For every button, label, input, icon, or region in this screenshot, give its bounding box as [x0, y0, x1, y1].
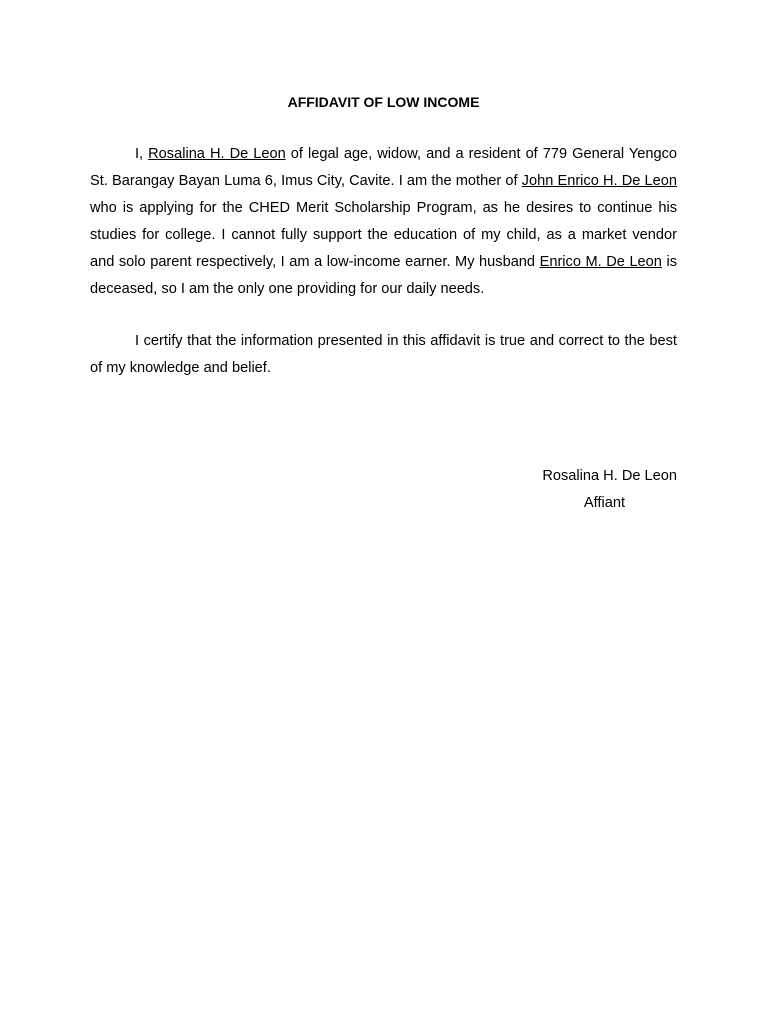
body-paragraph-2: I certify that the information presented in this affidavit is true and correct to the best of my knowledge and belief. — [90, 333, 677, 376]
paragraph-text: who is applying for the CHED Merit Scholarship Program, as he desires to continue his studies for college. I cannot fully support the education of my child, as a market vendor and solo parent respectively, I am a low-income earner. My husband — [90, 200, 677, 270]
document-title: AFFIDAVIT OF LOW INCOME — [287, 94, 480, 110]
paragraph-text: I, — [135, 146, 149, 162]
signature-name: Rosalina H. De Leon — [542, 468, 677, 484]
affiant-name: Rosalina H. De Leon — [148, 146, 286, 162]
signature-role: Affiant — [583, 495, 625, 511]
signature-block — [500, 463, 677, 517]
paragraph-text: is deceased, so I am the only one providing for our daily needs. — [90, 254, 677, 297]
body-paragraph-1 — [90, 141, 677, 303]
paragraph-text: of legal age, widow, and a resident of 779 General Yengco St. Barangay Bayan Luma 6, Imus City, Cavite. I am the mother of — [90, 146, 677, 189]
husband-name: Enrico M. De Leon — [539, 254, 662, 270]
child-name: John Enrico H. De Leon — [521, 173, 677, 189]
